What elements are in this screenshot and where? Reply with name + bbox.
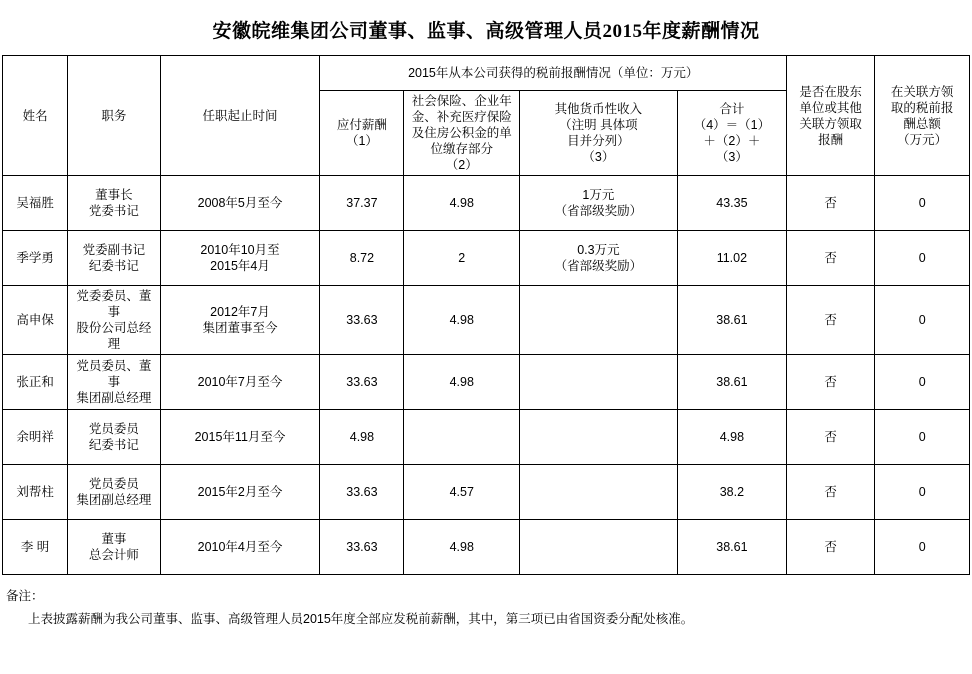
cell-term-line-1: 2015年2月至今	[197, 485, 283, 499]
cell-other-income-line-2: （省部级奖励）	[554, 204, 643, 218]
cell-post-line-1: 党员委员、董事	[76, 359, 152, 389]
cell-total: 11.02	[677, 231, 786, 286]
cell-term-line-1: 2010年10月至	[200, 243, 280, 257]
header-total-line-2: （4）＝（1）	[693, 118, 771, 132]
cell-insurance: 4.98	[404, 176, 520, 231]
cell-other-income	[520, 231, 678, 286]
cell-payable: 33.63	[320, 520, 404, 575]
cell-from-shareholder: 否	[787, 176, 875, 231]
salary-table	[2, 55, 970, 575]
cell-from-shareholder: 否	[787, 465, 875, 520]
header-term: 任职起止时间	[160, 56, 320, 176]
cell-payable: 37.37	[320, 176, 404, 231]
cell-payable: 33.63	[320, 286, 404, 355]
cell-related-amount: 0	[875, 176, 970, 231]
notes-body: 上表披露薪酬为我公司董事、监事、高级管理人员2015年度全部应发税前薪酬，其中，第三项已由省国资委分配处核准。	[28, 611, 694, 626]
cell-insurance: 4.98	[404, 355, 520, 410]
cell-related-amount: 0	[875, 231, 970, 286]
header-group-pretax-remuneration: 2015年从本公司获得的税前报酬情况（单位：万元）	[320, 56, 787, 91]
cell-other-income	[520, 410, 678, 465]
header-from-shareholder-line-4: 报酬	[818, 132, 844, 147]
header-other-income-line-3: 目并分列）	[567, 134, 630, 148]
header-insurance-line-3: 及住房公积金的单	[411, 126, 512, 140]
cell-post-line-1: 董事	[101, 532, 127, 546]
cell-term-line-1: 2010年4月至今	[197, 540, 283, 554]
cell-other-income	[520, 355, 678, 410]
cell-term-line-1: 2010年7月至今	[197, 375, 283, 389]
cell-post	[68, 465, 160, 520]
cell-payable: 8.72	[320, 231, 404, 286]
header-total	[677, 91, 786, 176]
cell-post	[68, 231, 160, 286]
header-related-amount-line-1: 在关联方领	[890, 84, 954, 99]
header-other-income	[520, 91, 678, 176]
cell-related-amount: 0	[875, 520, 970, 575]
table-row	[3, 176, 970, 231]
table-row	[3, 520, 970, 575]
cell-term-line-2: 2015年4月	[210, 259, 270, 273]
header-insurance-line-5: （2）	[445, 158, 478, 172]
cell-related-amount: 0	[875, 410, 970, 465]
header-insurance	[404, 91, 520, 176]
cell-post-line-2: 党委书记	[88, 204, 139, 218]
header-from-shareholder-line-2: 单位或其他	[799, 100, 862, 115]
notes-section	[6, 585, 966, 630]
cell-payable: 4.98	[320, 410, 404, 465]
cell-from-shareholder: 否	[787, 355, 875, 410]
header-related-amount-line-2: 取的税前报	[890, 100, 954, 115]
cell-payable: 33.63	[320, 355, 404, 410]
cell-name: 高申保	[3, 286, 68, 355]
header-insurance-line-4: 位缴存部分	[430, 142, 494, 156]
cell-term	[160, 355, 320, 410]
cell-insurance: 4.57	[404, 465, 520, 520]
cell-term-line-1: 2015年11月至今	[194, 430, 286, 444]
cell-post-line-1: 党委副书记	[82, 243, 146, 257]
table-row	[3, 231, 970, 286]
cell-term-line-1: 2008年5月至今	[197, 196, 283, 210]
cell-post-line-2: 集团副总经理	[76, 493, 152, 507]
cell-post-line-1: 党员委员	[88, 477, 139, 491]
cell-name: 季学勇	[3, 231, 68, 286]
cell-total: 38.61	[677, 286, 786, 355]
cell-from-shareholder: 否	[787, 520, 875, 575]
header-other-income-line-4: （3）	[582, 150, 615, 164]
header-post: 职务	[68, 56, 160, 176]
cell-post-line-1: 党员委员	[88, 422, 139, 436]
cell-post-line-1: 董事长	[95, 188, 133, 202]
cell-insurance: 2	[404, 231, 520, 286]
cell-post	[68, 286, 160, 355]
cell-from-shareholder: 否	[787, 286, 875, 355]
table-body	[3, 176, 970, 575]
header-total-line-4: （3）	[715, 150, 748, 164]
header-from-shareholder-line-3: 关联方领取	[799, 116, 862, 131]
header-total-line-3: ＋（2）＋	[703, 134, 761, 148]
header-related-amount	[875, 56, 970, 176]
cell-name: 余明祥	[3, 410, 68, 465]
cell-other-income	[520, 286, 678, 355]
cell-name: 刘帮柱	[3, 465, 68, 520]
header-from-shareholder	[787, 56, 875, 176]
table-row	[3, 355, 970, 410]
cell-term-line-2: 集团董事至今	[202, 321, 278, 335]
cell-post	[68, 410, 160, 465]
cell-related-amount: 0	[875, 465, 970, 520]
cell-payable: 33.63	[320, 465, 404, 520]
header-related-amount-line-3: 酬总额	[903, 116, 941, 131]
cell-post-line-1: 党委委员、董事	[76, 289, 152, 319]
header-from-shareholder-line-1: 是否在股东	[799, 84, 862, 99]
cell-term	[160, 286, 320, 355]
cell-total: 38.61	[677, 520, 786, 575]
cell-total: 38.61	[677, 355, 786, 410]
cell-term	[160, 520, 320, 575]
cell-related-amount: 0	[875, 286, 970, 355]
cell-post-line-2: 纪委书记	[88, 259, 139, 273]
cell-term-line-1: 2012年7月	[210, 305, 270, 319]
header-payable	[320, 91, 404, 176]
table-row	[3, 465, 970, 520]
cell-total: 38.2	[677, 465, 786, 520]
table-header	[3, 56, 970, 176]
cell-insurance: 4.98	[404, 520, 520, 575]
cell-other-income-line-1: 1万元	[582, 188, 615, 202]
header-payable-line-2: （1）	[345, 134, 378, 148]
cell-post-line-2: 总会计师	[88, 548, 139, 562]
cell-term	[160, 410, 320, 465]
cell-insurance	[404, 410, 520, 465]
cell-name: 李 明	[3, 520, 68, 575]
cell-term	[160, 231, 320, 286]
table-row	[3, 410, 970, 465]
header-total-line-1: 合计	[719, 102, 745, 116]
cell-other-income-line-2: （省部级奖励）	[554, 259, 643, 273]
header-related-amount-line-4: （万元）	[897, 132, 948, 147]
header-payable-line-1: 应付薪酬	[336, 118, 387, 132]
cell-post-line-2: 纪委书记	[88, 438, 139, 452]
cell-related-amount: 0	[875, 355, 970, 410]
cell-total: 4.98	[677, 410, 786, 465]
cell-insurance: 4.98	[404, 286, 520, 355]
header-other-income-line-2: （注明 具体项	[559, 118, 638, 132]
cell-post	[68, 176, 160, 231]
cell-term	[160, 465, 320, 520]
cell-from-shareholder: 否	[787, 231, 875, 286]
table-row	[3, 286, 970, 355]
cell-other-income	[520, 176, 678, 231]
header-insurance-line-2: 金、补充医疗保险	[411, 110, 512, 124]
cell-post-line-2: 集团副总经理	[76, 391, 152, 405]
notes-label: 备注：	[6, 589, 44, 603]
cell-name: 张正和	[3, 355, 68, 410]
cell-other-income-line-1: 0.3万元	[577, 243, 620, 257]
cell-term	[160, 176, 320, 231]
cell-from-shareholder: 否	[787, 410, 875, 465]
cell-post	[68, 355, 160, 410]
cell-other-income	[520, 465, 678, 520]
header-insurance-line-1: 社会保险、企业年	[411, 94, 512, 108]
cell-post	[68, 520, 160, 575]
page-title: 安徽皖维集团公司董事、监事、高级管理人员2015年度薪酬情况	[212, 21, 760, 42]
cell-name: 吴福胜	[3, 176, 68, 231]
cell-total: 43.35	[677, 176, 786, 231]
header-other-income-line-1: 其他货币性收入	[554, 102, 643, 116]
header-name: 姓名	[3, 56, 68, 176]
cell-other-income	[520, 520, 678, 575]
cell-post-line-2: 股份公司总经理	[76, 321, 152, 351]
